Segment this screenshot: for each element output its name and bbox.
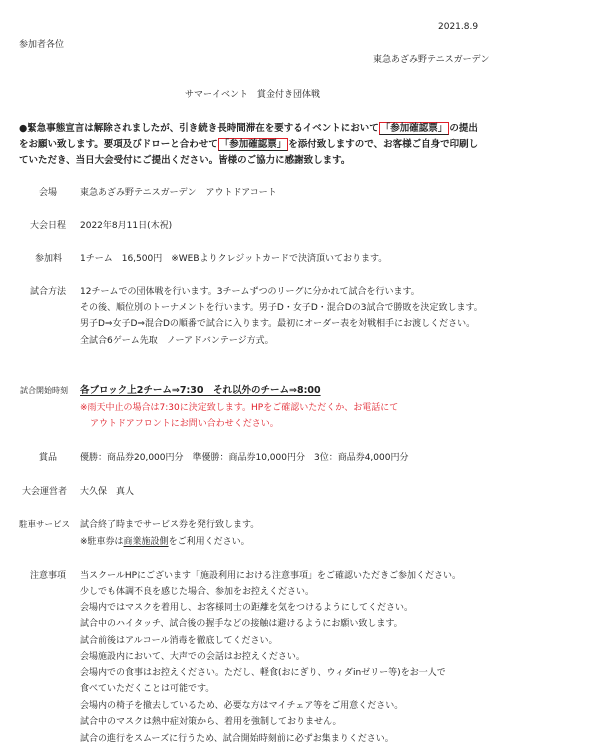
start-time-label: 試合開始時刻 [20, 386, 68, 395]
fee-value: 1チーム 16,500円 ※WEBよりクレジットカードで決済頂いております。 [80, 254, 388, 264]
notice-line-3: ていただき、当日大会受付にご提出ください。皆様のご協力に感謝致します。 [19, 155, 351, 166]
caution-line: 試合中のマスクは熱中症対策から、着用を強制しておりません。 [80, 717, 342, 727]
start-time-value: 各ブロック上2チーム⇒7:30 それ以外のチーム⇒8:00 [80, 385, 321, 396]
caution-line: 会場内での食事はお控えください。ただし、軽食(おにぎり、ウィダinゼリー等)をお一人で [80, 668, 446, 678]
event-date-value: 2022年8月11日(木祝) [80, 221, 173, 231]
format-line: その後、順位別のトーナメントを行います。男子D・女子D・混合Dの3試合で勝敗を決定致します。 [80, 303, 483, 313]
parking-text: をご利用ください。 [168, 537, 250, 547]
event-date-label: 大会日程 [30, 221, 67, 231]
rain-note-line-2: アウトドアフロントにお問い合わせください。 [90, 419, 279, 429]
cautions-label: 注意事項 [30, 571, 67, 581]
parking-line-2 [80, 538, 250, 547]
notice-line-2 [19, 140, 478, 150]
format-label: 試合方法 [30, 287, 67, 297]
notice-text: の提出 [449, 123, 478, 134]
caution-line: 当スクールHPにございます「施設利用における注意事項」をご確認いただきご参加ください。 [80, 571, 462, 581]
sender: 東急あざみ野テニスガーデン [373, 55, 490, 65]
caution-line: 会場施設内において、大声での会話はお控えください。 [80, 652, 305, 662]
addressee: 参加者各位 [19, 40, 65, 50]
parking-line-1: 試合終了時までサービス券を発行致します。 [80, 520, 260, 530]
caution-line: 試合前後はアルコール消毒を徹底してください。 [80, 636, 278, 646]
caution-line: 試合中のハイタッチ、試合後の握手などの接触は避けるようにお願い致します。 [80, 619, 403, 629]
notice-line-1 [19, 124, 478, 134]
confirmation-form-highlight: 「参加確認票」 [380, 123, 448, 134]
parking-text: ※駐車券は [80, 537, 124, 547]
commercial-facility-link: 商業施設側 [123, 537, 169, 547]
confirmation-form-highlight: 「参加確認票」 [219, 139, 287, 150]
venue-value: 東急あざみ野テニスガーデン アウトドアコート [80, 188, 277, 198]
notice-text: をお願い致します。要項及びドローと合わせて [19, 139, 218, 150]
venue-label: 会場 [39, 188, 58, 198]
document-title: サマーイベント 賞金付き団体戦 [185, 90, 321, 100]
rain-note-line-1: ※雨天中止の場合は7:30に決定致します。HPをご確認いただくか、お電話にて [80, 403, 399, 413]
prize-value: 優勝：商品券20,000円分 準優勝：商品券10,000円分 3位：商品券4,000円分 [80, 453, 409, 463]
fee-label: 参加料 [35, 254, 63, 264]
caution-line: 少しでも体調不良を感じた場合、参加をお控えください。 [80, 587, 315, 597]
organizer-label: 大会運営者 [22, 487, 68, 497]
format-line: 12チームでの団体戦を行います。3チームずつのリーグに分かれて試合を行います。 [80, 287, 420, 297]
organizer-value: 大久保 真人 [80, 487, 135, 497]
notice-text: ●緊急事態宣言は解除されましたが、引き続き長時間滞在を要するイベントにおいて [19, 123, 379, 134]
notice-text: を添付致しますので、お客様ご自身で印刷し [288, 139, 479, 150]
format-line: 男子D⇒女子D⇒混合Dの順番で試合に入ります。最初にオーダー表を対戦相手にお渡しください。 [80, 319, 476, 329]
caution-line: 食べていただくことは可能です。 [80, 684, 215, 694]
caution-line: 会場内ではマスクを着用し、お客様同士の距離を気をつけるようにしてください。 [80, 603, 414, 613]
parking-label: 駐車サービス [19, 520, 71, 530]
caution-line: 試合の進行をスムーズに行うため、試合開始時刻前に必ずお集まりください。 [80, 734, 394, 744]
prize-label: 賞品 [39, 453, 58, 463]
format-line: 全試合6ゲーム先取 ノーアドバンテージ方式。 [80, 336, 274, 346]
document-date: 2021.8.9 [438, 22, 479, 32]
caution-line: 会場内の椅子を撤去しているため、必要な方はマイチェア等をご用意ください。 [80, 701, 404, 711]
